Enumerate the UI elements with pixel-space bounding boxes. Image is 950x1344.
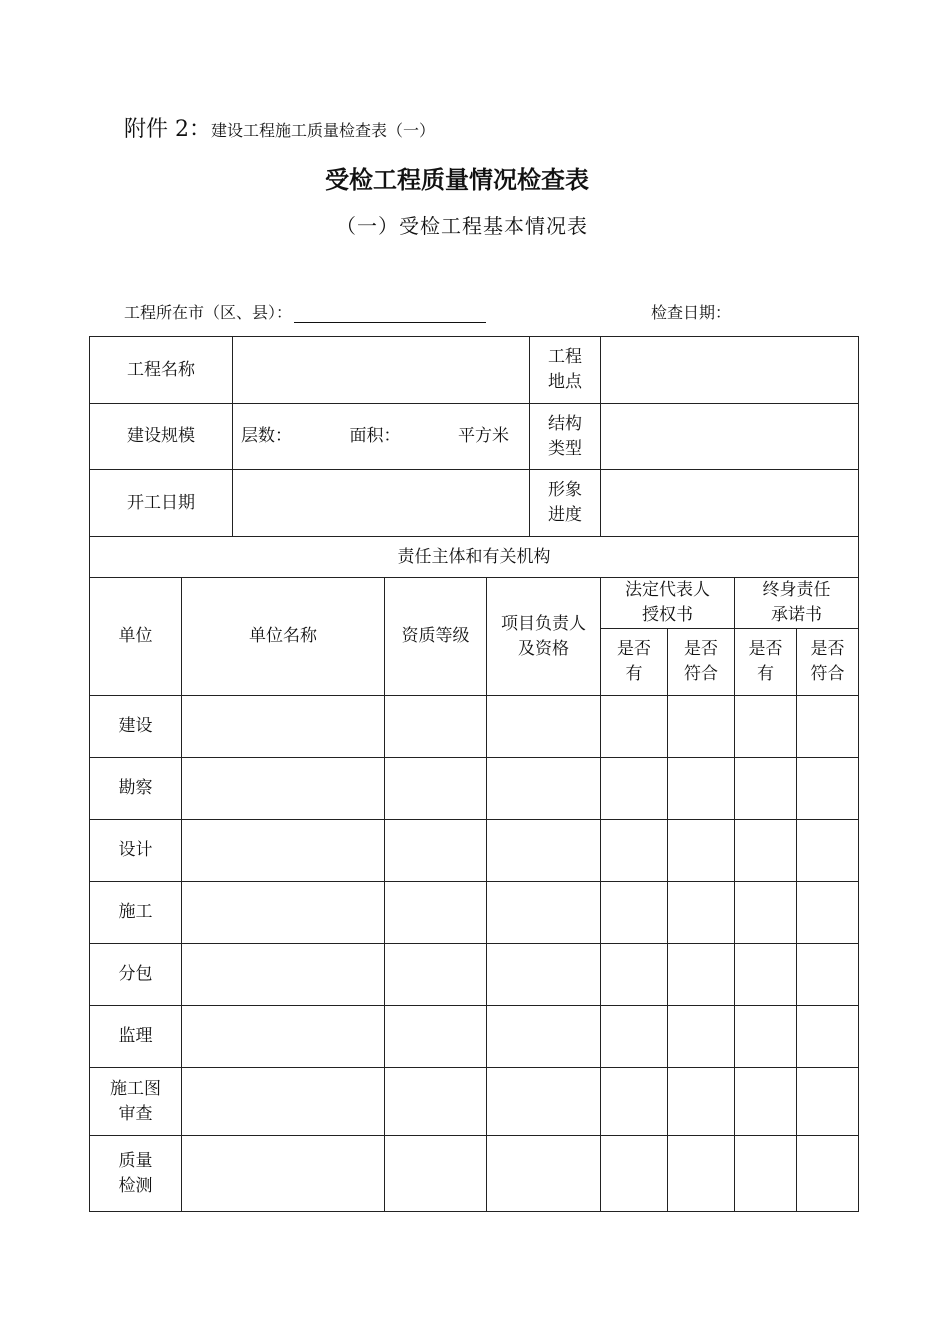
legal-rep-conforms-cell[interactable]: [668, 820, 735, 882]
qualification-cell[interactable]: [385, 1068, 487, 1136]
header-legal-conforms: 是否 符合: [668, 629, 735, 696]
qualification-cell[interactable]: [385, 944, 487, 1006]
row-project-name: [90, 337, 859, 404]
project-site-label: 工程 地点: [530, 337, 601, 404]
progress-cell[interactable]: [601, 470, 859, 537]
legal-rep-has-cell[interactable]: [601, 1006, 668, 1068]
row-start-date: [90, 470, 859, 537]
structure-cell[interactable]: [601, 404, 859, 470]
qualification-cell[interactable]: [385, 820, 487, 882]
project-manager-cell[interactable]: [487, 882, 601, 944]
lifelong-has-cell[interactable]: [735, 696, 797, 758]
qualification-cell[interactable]: [385, 1006, 487, 1068]
header-lifelong: 终身责任 承诺书: [735, 578, 859, 629]
legal-rep-conforms-cell[interactable]: [668, 1068, 735, 1136]
lifelong-conforms-cell[interactable]: [797, 1136, 859, 1212]
unit-name-cell[interactable]: [182, 758, 385, 820]
legal-rep-has-cell[interactable]: [601, 882, 668, 944]
location-blank[interactable]: [294, 304, 486, 323]
location-field: [124, 300, 486, 323]
progress-label: 形象 进度: [530, 470, 601, 537]
legal-rep-has-cell[interactable]: [601, 758, 668, 820]
unit-name-cell[interactable]: [182, 1136, 385, 1212]
header-lifelong-conforms: 是否 符合: [797, 629, 859, 696]
unit-name-cell[interactable]: [182, 696, 385, 758]
start-date-cell[interactable]: [233, 470, 530, 537]
table-row: [90, 696, 859, 758]
header-qualification: 资质等级: [385, 578, 487, 696]
legal-rep-has-cell[interactable]: [601, 1068, 668, 1136]
legal-rep-has-cell[interactable]: [601, 944, 668, 1006]
unit-label: 分包: [90, 944, 182, 1006]
start-date-label: 开工日期: [90, 470, 233, 537]
attachment-name: 建设工程施工质量检查表（一）: [211, 121, 436, 140]
project-name-cell[interactable]: [233, 337, 530, 404]
unit-name-cell[interactable]: [182, 1006, 385, 1068]
legal-rep-has-cell[interactable]: [601, 696, 668, 758]
unit-label: 施工: [90, 882, 182, 944]
qualification-cell[interactable]: [385, 882, 487, 944]
table-row: [90, 758, 859, 820]
unit-name-cell[interactable]: [182, 820, 385, 882]
area-label: 面积：: [349, 426, 401, 446]
lifelong-has-cell[interactable]: [735, 882, 797, 944]
table-row: [90, 820, 859, 882]
header-unit-name: 单位名称: [182, 578, 385, 696]
section-title: 责任主体和有关机构: [90, 537, 859, 578]
unit-name-cell[interactable]: [182, 882, 385, 944]
attachment-heading: [124, 112, 435, 143]
area-unit: 平方米: [458, 426, 509, 446]
legal-rep-conforms-cell[interactable]: [668, 1136, 735, 1212]
header-legal-has: 是否 有: [601, 629, 668, 696]
page-subtitle: （一）受检工程基本情况表: [336, 214, 588, 238]
unit-label: 建设: [90, 696, 182, 758]
unit-name-cell[interactable]: [182, 944, 385, 1006]
unit-name-cell[interactable]: [182, 1068, 385, 1136]
unit-label: 施工图 审查: [90, 1068, 182, 1136]
project-name-label: 工程名称: [90, 337, 233, 404]
project-manager-cell[interactable]: [487, 1136, 601, 1212]
row-header-1: [90, 578, 859, 629]
attachment-prefix: 附件 2：: [124, 117, 211, 142]
lifelong-conforms-cell[interactable]: [797, 944, 859, 1006]
project-site-cell[interactable]: [601, 337, 859, 404]
unit-label: 勘察: [90, 758, 182, 820]
lifelong-has-cell[interactable]: [735, 1136, 797, 1212]
row-section-title: [90, 537, 859, 578]
lifelong-conforms-cell[interactable]: [797, 696, 859, 758]
floors-label: 层数：: [241, 426, 292, 446]
header-unit: 单位: [90, 578, 182, 696]
legal-rep-has-cell[interactable]: [601, 820, 668, 882]
table-row: [90, 1068, 859, 1136]
qualification-cell[interactable]: [385, 758, 487, 820]
inspection-form-table: [89, 336, 859, 1212]
legal-rep-conforms-cell[interactable]: [668, 1006, 735, 1068]
unit-label: 设计: [90, 820, 182, 882]
project-manager-cell[interactable]: [487, 758, 601, 820]
lifelong-has-cell[interactable]: [735, 1068, 797, 1136]
location-label: 工程所在市（区、县）：: [124, 303, 293, 322]
lifelong-has-cell[interactable]: [735, 758, 797, 820]
table-row: [90, 882, 859, 944]
row-scale: [90, 404, 859, 470]
unit-label: 监理: [90, 1006, 182, 1068]
structure-label: 结构 类型: [530, 404, 601, 470]
header-project-manager: 项目负责人 及资格: [487, 578, 601, 696]
unit-label: 质量 检测: [90, 1136, 182, 1212]
project-manager-cell[interactable]: [487, 944, 601, 1006]
inspection-date-label: 检查日期：: [651, 303, 732, 322]
lifelong-conforms-cell[interactable]: [797, 882, 859, 944]
lifelong-has-cell[interactable]: [735, 1006, 797, 1068]
qualification-cell[interactable]: [385, 696, 487, 758]
lifelong-has-cell[interactable]: [735, 820, 797, 882]
lifelong-has-cell[interactable]: [735, 944, 797, 1006]
header-lifelong-has: 是否 有: [735, 629, 797, 696]
table-row: [90, 1006, 859, 1068]
qualification-cell[interactable]: [385, 1136, 487, 1212]
table-row: [90, 1136, 859, 1212]
scale-label: 建设规模: [90, 404, 233, 470]
scale-cell[interactable]: [233, 404, 530, 470]
table-row: [90, 944, 859, 1006]
project-manager-cell[interactable]: [487, 1006, 601, 1068]
project-manager-cell[interactable]: [487, 1068, 601, 1136]
project-manager-cell[interactable]: [487, 696, 601, 758]
legal-rep-conforms-cell[interactable]: [668, 696, 735, 758]
legal-rep-conforms-cell[interactable]: [668, 758, 735, 820]
project-manager-cell[interactable]: [487, 820, 601, 882]
header-legal-rep: 法定代表人 授权书: [601, 578, 735, 629]
lifelong-conforms-cell[interactable]: [797, 1068, 859, 1136]
legal-rep-conforms-cell[interactable]: [668, 882, 735, 944]
lifelong-conforms-cell[interactable]: [797, 820, 859, 882]
lifelong-conforms-cell[interactable]: [797, 758, 859, 820]
legal-rep-has-cell[interactable]: [601, 1136, 668, 1212]
lifelong-conforms-cell[interactable]: [797, 1006, 859, 1068]
page-title: 受检工程质量情况检查表: [325, 166, 589, 194]
legal-rep-conforms-cell[interactable]: [668, 944, 735, 1006]
